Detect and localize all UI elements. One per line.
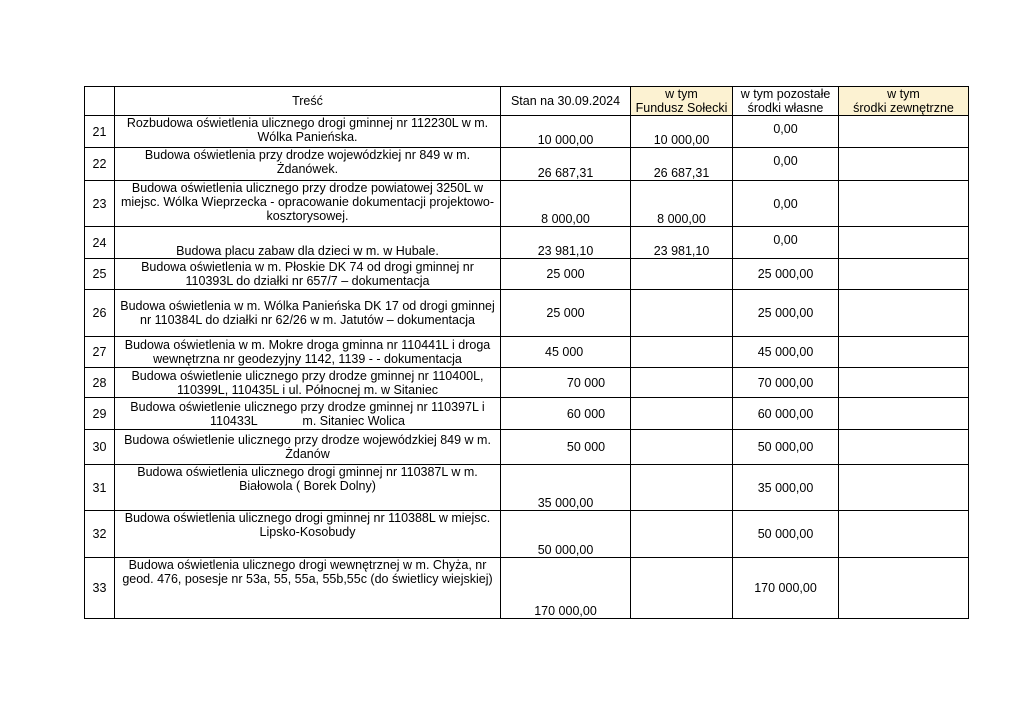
- row-stan: 23 981,10: [501, 227, 631, 259]
- row-description: Budowa oświetlenia ulicznego drogi wewnętrznej w m. Chyża, nr geod. 476, posesje nr 53a, 55, 55a, 55b,55c (do świetlicy wiejskiej): [115, 558, 501, 619]
- row-srodki-zewnetrzne: [839, 368, 969, 398]
- header-ext-line2: środki zewnętrzne: [853, 101, 954, 115]
- row-srodki-wlasne: 25 000,00: [733, 290, 839, 337]
- row-number: 24: [85, 227, 115, 259]
- row-fundusz-solecki: [631, 465, 733, 511]
- header-stan: Stan na 30.09.2024: [501, 87, 631, 116]
- row-srodki-wlasne: 60 000,00: [733, 398, 839, 430]
- row-description: Budowa oświetlenie ulicznego przy drodze gminnej nr 110397L i 110433L m. Sitaniec Wolica: [115, 398, 501, 430]
- row-stan: 170 000,00: [501, 558, 631, 619]
- budget-table: [84, 86, 969, 619]
- row-stan: 8 000,00: [501, 181, 631, 227]
- row-number: 29: [85, 398, 115, 430]
- row-stan: 26 687,31: [501, 148, 631, 181]
- row-stan: 25 000: [501, 259, 631, 290]
- row-fundusz-solecki: [631, 558, 733, 619]
- row-srodki-wlasne: 170 000,00: [733, 558, 839, 619]
- row-stan: 45 000: [501, 337, 631, 368]
- row-srodki-wlasne: 0,00: [733, 116, 839, 148]
- row-fundusz-solecki: [631, 511, 733, 558]
- row-fundusz-solecki: [631, 337, 733, 368]
- row-srodki-wlasne: 0,00: [733, 227, 839, 259]
- row-description: Budowa oświetlenia w m. Płoskie DK 74 od drogi gminnej nr 110393L do działki nr 657/7 – dokumentacja: [115, 259, 501, 290]
- row-fundusz-solecki: 8 000,00: [631, 181, 733, 227]
- row-fundusz-solecki: [631, 398, 733, 430]
- row-description: Budowa oświetlenie ulicznego przy drodze gminnej nr 110400L, 110399L, 110435L i ul. Północnej m. w Sitaniec: [115, 368, 501, 398]
- table-row: [85, 181, 969, 227]
- table-row: [85, 398, 969, 430]
- row-description: Budowa placu zabaw dla dzieci w m. w Hubale.: [115, 227, 501, 259]
- row-srodki-zewnetrzne: [839, 116, 969, 148]
- row-stan: 35 000,00: [501, 465, 631, 511]
- row-srodki-wlasne: 0,00: [733, 148, 839, 181]
- row-srodki-wlasne: 35 000,00: [733, 465, 839, 511]
- row-number: 33: [85, 558, 115, 619]
- table-row: [85, 368, 969, 398]
- row-number: 21: [85, 116, 115, 148]
- header-srodki-wlasne: [733, 87, 839, 116]
- row-srodki-zewnetrzne: [839, 227, 969, 259]
- header-srodki-zewnetrzne: [839, 87, 969, 116]
- row-number: 32: [85, 511, 115, 558]
- row-srodki-zewnetrzne: [839, 511, 969, 558]
- row-description: Rozbudowa oświetlenia ulicznego drogi gminnej nr 112230L w m. Wólka Panieńska.: [115, 116, 501, 148]
- row-description: Budowa oświetlenie ulicznego przy drodze wojewódzkiej 849 w m. Żdanów: [115, 430, 501, 465]
- row-number: 27: [85, 337, 115, 368]
- row-srodki-zewnetrzne: [839, 398, 969, 430]
- row-fundusz-solecki: [631, 430, 733, 465]
- row-number: 25: [85, 259, 115, 290]
- row-fundusz-solecki: [631, 259, 733, 290]
- header-no-cell: [85, 87, 115, 116]
- row-stan: 70 000: [501, 368, 631, 398]
- table-row: [85, 227, 969, 259]
- header-fs-line1: w tym: [665, 87, 698, 101]
- row-number: 28: [85, 368, 115, 398]
- header-own-line2: środki własne: [747, 101, 824, 115]
- table-row: [85, 259, 969, 290]
- row-srodki-zewnetrzne: [839, 465, 969, 511]
- table-row: [85, 148, 969, 181]
- row-srodki-wlasne: 0,00: [733, 181, 839, 227]
- table-row: [85, 290, 969, 337]
- row-srodki-wlasne: 50 000,00: [733, 430, 839, 465]
- row-stan: 50 000: [501, 430, 631, 465]
- row-srodki-zewnetrzne: [839, 181, 969, 227]
- row-description: Budowa oświetlenia w m. Wólka Panieńska DK 17 od drogi gminnej nr 110384L do działki nr 62/26 w m. Jatutów – dokumentacja: [115, 290, 501, 337]
- header-fundusz-solecki: [631, 87, 733, 116]
- row-description: Budowa oświetlenia w m. Mokre droga gminna nr 110441L i droga wewnętrzna nr geodezyjny 1142, 1139 - - dokumentacja: [115, 337, 501, 368]
- table-row: [85, 430, 969, 465]
- header-tresc: Treść: [115, 87, 501, 116]
- row-fundusz-solecki: 26 687,31: [631, 148, 733, 181]
- table-row: [85, 337, 969, 368]
- table-row: [85, 465, 969, 511]
- row-number: 23: [85, 181, 115, 227]
- row-description: Budowa oświetlenia przy drodze wojewódzkiej nr 849 w m. Żdanówek.: [115, 148, 501, 181]
- row-stan: 10 000,00: [501, 116, 631, 148]
- table-row: [85, 558, 969, 619]
- row-srodki-zewnetrzne: [839, 290, 969, 337]
- row-srodki-zewnetrzne: [839, 430, 969, 465]
- row-srodki-wlasne: 50 000,00: [733, 511, 839, 558]
- row-fundusz-solecki: 23 981,10: [631, 227, 733, 259]
- row-srodki-wlasne: 70 000,00: [733, 368, 839, 398]
- row-number: 31: [85, 465, 115, 511]
- table-row: [85, 511, 969, 558]
- row-stan: 60 000: [501, 398, 631, 430]
- row-description: Budowa oświetlenia ulicznego drogi gminnej nr 110387L w m. Białowola ( Borek Dolny): [115, 465, 501, 511]
- row-stan: 50 000,00: [501, 511, 631, 558]
- row-fundusz-solecki: 10 000,00: [631, 116, 733, 148]
- row-number: 22: [85, 148, 115, 181]
- header-row: [85, 87, 969, 116]
- row-srodki-wlasne: 45 000,00: [733, 337, 839, 368]
- row-description: Budowa oświetlenia ulicznego przy drodze powiatowej 3250L w miejsc. Wólka Wieprzecka - opracowanie dokumentacji projektowo-kosztorysowej.: [115, 181, 501, 227]
- row-stan: 25 000: [501, 290, 631, 337]
- table-row: [85, 116, 969, 148]
- row-fundusz-solecki: [631, 368, 733, 398]
- header-fs-line2: Fundusz Sołecki: [635, 101, 728, 115]
- row-srodki-zewnetrzne: [839, 558, 969, 619]
- header-ext-line1: w tym: [887, 87, 920, 101]
- row-srodki-wlasne: 25 000,00: [733, 259, 839, 290]
- row-description: Budowa oświetlenia ulicznego drogi gminnej nr 110388L w miejsc. Lipsko-Kosobudy: [115, 511, 501, 558]
- row-srodki-zewnetrzne: [839, 148, 969, 181]
- row-number: 30: [85, 430, 115, 465]
- row-number: 26: [85, 290, 115, 337]
- row-fundusz-solecki: [631, 290, 733, 337]
- row-srodki-zewnetrzne: [839, 337, 969, 368]
- header-own-line1: w tym pozostałe: [740, 87, 831, 101]
- row-srodki-zewnetrzne: [839, 259, 969, 290]
